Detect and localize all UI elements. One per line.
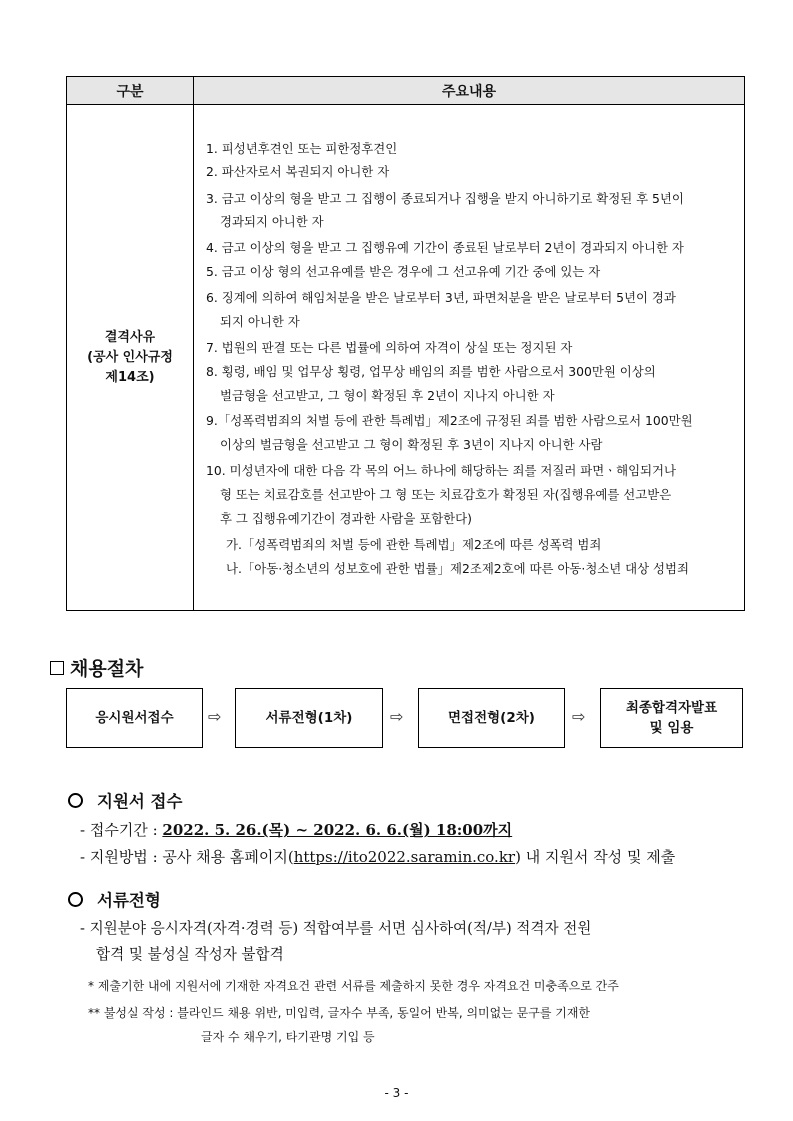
content-line: 이상의 벌금형을 선고받고 그 형이 확정된 후 3년이 지나지 아니한 사람 <box>220 437 603 452</box>
circle-bullet-icon <box>68 793 83 808</box>
content-line: 후 그 집행유예기간이 경과한 사람을 포함한다) <box>220 511 472 526</box>
page-number: - 3 - <box>384 1086 409 1100</box>
screen-note: * 제출기한 내에 지원서에 기재한 자격요건 관련 서류를 제출하지 못한 경우 자격요건 미충족으로 간주 <box>88 979 619 993</box>
content-line: 5. 금고 이상 형의 선고유예를 받은 경우에 그 선고유예 기간 중에 있는 자 <box>206 264 601 279</box>
arrow-right-icon: ⇨ <box>572 707 586 726</box>
content-line: 가.「성폭력범죄의 처벌 등에 관한 특례법」제2조에 따른 성폭력 범죄 <box>226 537 602 552</box>
content-line: 6. 징계에 의하여 해임처분을 받은 날로부터 3년, 파면처분을 받은 날로부터 5년이 경과 <box>206 290 676 305</box>
step-final <box>600 688 743 748</box>
apply-title-text: 지원서 접수 <box>97 792 183 811</box>
apply-period <box>80 819 512 840</box>
screen-title <box>66 887 161 911</box>
section-title-text: 채용절차 <box>70 658 144 680</box>
apply-method <box>80 846 675 867</box>
table-header <box>67 77 744 105</box>
circle-bullet-icon <box>68 892 83 907</box>
content-line: 1. 피성년후견인 또는 피한정후견인 <box>206 141 398 156</box>
step-application <box>66 688 203 748</box>
category-line: 결격사유 <box>104 329 156 345</box>
method-label: - 지원방법 : 공사 채용 홈페이지( <box>80 848 294 866</box>
content-line: 4. 금고 이상의 형을 받고 그 집행유예 기간이 종료된 날로부터 2년이 경과되지 아니한 자 <box>206 240 684 255</box>
content-line: 7. 법원의 판결 또는 다른 법률에 의하여 자격이 상실 또는 정지된 자 <box>206 340 573 355</box>
content-line: 8. 횡령, 배임 및 업무상 횡령, 업무상 배임의 죄를 범한 사람으로서 300만원 이상의 <box>206 364 656 379</box>
screen-line: 합격 및 불성실 작성자 불합격 <box>96 946 284 963</box>
screen-title-text: 서류전형 <box>97 891 161 910</box>
step-label: 최종합격자발표 <box>625 700 718 716</box>
category-line: (공사 인사규정 <box>87 349 173 365</box>
content-line: 벌금형을 선고받고, 그 형이 확정된 후 2년이 지나지 아니한 자 <box>220 388 555 403</box>
section-title <box>50 654 143 681</box>
apply-link[interactable]: https://ito2022.saramin.co.kr <box>293 848 516 866</box>
content-line: 9.「성폭력범죄의 처벌 등에 관한 특례법」제2조에 규정된 죄를 범한 사람으로서 100만원 <box>206 413 693 428</box>
content-line: 3. 금고 이상의 형을 받고 그 집행이 종료되거나 집행을 받지 아니하기로 확정된 후 5년이 <box>206 191 684 206</box>
step-interview <box>418 688 565 748</box>
disqualification-table <box>66 76 745 611</box>
content-line: 되지 아니한 자 <box>220 314 300 329</box>
period-value: 2022. 5. 26.(목) ~ 2022. 6. 6.(월) 18:00까지 <box>162 821 513 839</box>
step-label: 응시원서접수 <box>95 710 174 726</box>
content-line: 형 또는 치료감호를 선고받아 그 형 또는 치료감호가 확정된 자(집행유예를 선고받은 <box>220 487 672 502</box>
apply-title <box>66 788 182 812</box>
content-line: 나.「아동·청소년의 성보호에 관한 법률」제2조제2호에 따른 아동·청소년 대상 성범죄 <box>226 561 689 576</box>
arrow-right-icon: ⇨ <box>208 707 222 726</box>
content-line: 2. 파산자로서 복권되지 아니한 자 <box>206 164 390 179</box>
screen-line: - 지원분야 응시자격(자격·경력 등) 적합여부를 서면 심사하여(적/부) 적격자 전원 <box>80 920 592 937</box>
period-label: - 접수기간 : <box>80 821 163 839</box>
category-cell <box>67 105 194 610</box>
step-label: 면접전형(2차) <box>448 710 535 726</box>
header-content: 주요내용 <box>441 83 497 100</box>
content-cell <box>194 105 744 610</box>
header-category: 구분 <box>67 77 194 104</box>
step-document-screening <box>235 688 383 748</box>
screen-note: ** 불성실 작성 : 블라인드 채용 위반, 미입력, 글자수 부족, 동일어 반복, 의미없는 문구를 기재한 <box>88 1006 591 1020</box>
square-bullet-icon <box>50 661 64 675</box>
content-line: 경과되지 아니한 자 <box>220 214 324 229</box>
screen-note: 글자 수 채우기, 타기관명 기입 등 <box>201 1030 375 1044</box>
content-line: 10. 미성년자에 대한 다음 각 목의 어느 하나에 해당하는 죄를 저질러 파면ㆍ해임되거나 <box>206 463 676 478</box>
step-label: 서류전형(1차) <box>265 710 353 726</box>
category-line: 제14조) <box>105 369 155 385</box>
arrow-right-icon: ⇨ <box>390 707 404 726</box>
step-label: 및 임용 <box>649 720 694 736</box>
method-tail: ) 내 지원서 작성 및 제출 <box>515 848 676 866</box>
